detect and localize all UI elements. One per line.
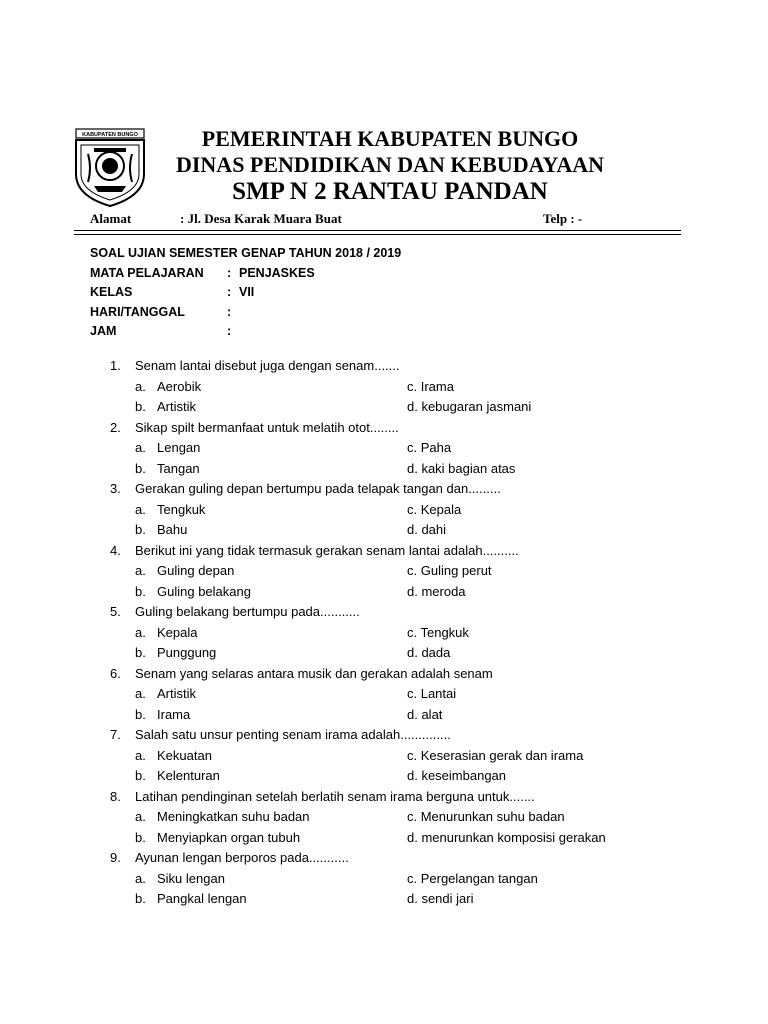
- info-value: PENJASKES: [239, 265, 315, 280]
- option-row: [110, 869, 710, 890]
- question-text: Gerakan guling depan bertumpu pada telapak tangan dan.........: [135, 481, 501, 496]
- option-c: c. Menurunkan suhu badan: [407, 809, 565, 824]
- question-line: [110, 664, 710, 685]
- option-row: [110, 766, 710, 787]
- option-a: Guling depan: [157, 563, 235, 578]
- option-b: Pangkal lengan: [157, 891, 247, 906]
- option-d: d. kaki bagian atas: [407, 460, 516, 476]
- question-text: Guling belakang bertumpu pada...........: [135, 604, 360, 619]
- option-d: d. dahi: [407, 522, 447, 537]
- question-number: 9.: [110, 850, 121, 865]
- option-row: [110, 684, 710, 705]
- option-d: d. keseimbangan: [407, 768, 507, 783]
- option-row: [110, 397, 710, 418]
- option-letter: a.: [135, 440, 146, 455]
- option-c: c. Irama: [407, 378, 454, 394]
- option-letter: a.: [135, 809, 146, 824]
- option-letter: b.: [135, 645, 146, 660]
- option-row: [110, 643, 710, 664]
- header-school-name: SMP N 2 RANTAU PANDAN: [232, 178, 548, 205]
- option-row: [110, 623, 710, 644]
- option-letter: b.: [135, 399, 146, 414]
- option-a: Artistik: [157, 686, 196, 701]
- option-c: c. Paha: [407, 440, 452, 455]
- question-text: Senam yang selaras antara musik dan gerakan adalah senam: [135, 665, 493, 681]
- info-separator: :: [227, 304, 232, 319]
- option-c: c. Tengkuk: [407, 624, 469, 640]
- question-line: [110, 602, 710, 623]
- header-divider: [74, 230, 681, 231]
- exam-title-text: SOAL UJIAN SEMESTER GENAP TAHUN 2018 / 2019: [90, 246, 402, 260]
- option-row: [110, 500, 710, 521]
- question-text: Ayunan lengan berporos pada...........: [135, 850, 349, 865]
- info-separator: :: [227, 285, 232, 299]
- option-a: Meningkatkan suhu badan: [157, 809, 310, 824]
- option-a: Kekuatan: [157, 747, 212, 763]
- option-row: [110, 520, 710, 541]
- option-a: Kepala: [157, 624, 198, 640]
- address-value: : Jl. Desa Karak Muara Buat: [180, 211, 342, 226]
- option-row: [110, 561, 710, 582]
- question-number: 6.: [110, 665, 121, 681]
- question-number: 3.: [110, 481, 121, 496]
- info-label: HARI/TANGGAL: [90, 304, 185, 319]
- question-number: 7.: [110, 727, 121, 742]
- option-letter: a.: [135, 563, 146, 578]
- question-line: [110, 848, 710, 869]
- question-text: Sikap spilt bermanfaat untuk melatih otot........: [135, 419, 399, 435]
- regency-crest-icon: [72, 128, 148, 208]
- option-letter: a.: [135, 686, 146, 701]
- option-row: [110, 582, 710, 603]
- info-label: JAM: [90, 324, 117, 338]
- question-line: [110, 418, 710, 439]
- option-row: [110, 828, 710, 849]
- question-line: [110, 356, 710, 377]
- question-item: [110, 356, 710, 418]
- option-d: d. meroda: [407, 583, 466, 599]
- option-d: d. menurunkan komposisi gerakan: [407, 829, 606, 845]
- option-c: c. Keserasian gerak dan irama: [407, 747, 584, 763]
- question-line: [110, 479, 710, 500]
- option-b: Menyiapkan organ tubuh: [157, 829, 301, 845]
- option-row: [110, 889, 710, 910]
- header-divider-thin: [74, 234, 681, 235]
- option-letter: b.: [135, 583, 146, 599]
- address-label: Alamat: [90, 211, 132, 226]
- info-value: VII: [239, 285, 255, 299]
- question-item: [110, 602, 710, 664]
- option-a: Lengan: [157, 440, 201, 455]
- option-b: Irama: [157, 706, 191, 722]
- question-number: 5.: [110, 604, 121, 619]
- option-letter: b.: [135, 460, 146, 476]
- question-item: [110, 479, 710, 541]
- regency-logo: [72, 128, 148, 208]
- option-letter: b.: [135, 768, 146, 783]
- option-row: [110, 438, 710, 459]
- option-row: [110, 807, 710, 828]
- option-row: [110, 705, 710, 726]
- info-separator: :: [227, 265, 232, 280]
- question-line: [110, 725, 710, 746]
- svg-text:KABUPATEN BUNGO: KABUPATEN BUNGO: [82, 132, 138, 138]
- option-row: [110, 746, 710, 767]
- option-c: c. Pergelangan tangan: [407, 870, 538, 886]
- option-b: Punggung: [157, 645, 217, 660]
- option-letter: b.: [135, 706, 146, 722]
- option-d: d. dada: [407, 645, 451, 660]
- option-c: c. Guling perut: [407, 563, 492, 578]
- question-text: Salah satu unsur penting senam irama adalah..............: [135, 727, 451, 742]
- option-d: d. sendi jari: [407, 891, 474, 906]
- info-label: MATA PELAJARAN: [90, 265, 204, 280]
- option-a: Tengkuk: [157, 501, 206, 517]
- question-text: Senam lantai disebut juga dengan senam.......: [135, 358, 400, 373]
- question-list: [110, 356, 710, 910]
- question-item: [110, 664, 710, 726]
- question-item: [110, 787, 710, 849]
- question-number: 8.: [110, 788, 121, 804]
- option-b: Bahu: [157, 522, 188, 537]
- header-department: DINAS PENDIDIKAN DAN KEBUDAYAAN: [175, 152, 605, 177]
- question-number: 2.: [110, 419, 121, 435]
- question-item: [110, 541, 710, 603]
- option-letter: b.: [135, 522, 146, 537]
- option-row: [110, 459, 710, 480]
- info-separator: :: [227, 324, 232, 338]
- question-text: Berikut ini yang tidak termasuk gerakan senam lantai adalah..........: [135, 542, 519, 558]
- phone-number: Telp : -: [543, 211, 583, 226]
- question-number: 1.: [110, 358, 121, 373]
- option-d: d. alat: [407, 706, 443, 722]
- question-item: [110, 725, 710, 787]
- option-letter: a.: [135, 624, 146, 640]
- option-row: [110, 377, 710, 398]
- question-text: Latihan pendinginan setelah berlatih senam irama berguna untuk.......: [135, 788, 535, 804]
- option-a: Siku lengan: [157, 870, 225, 886]
- question-item: [110, 848, 710, 910]
- option-letter: b.: [135, 891, 146, 906]
- option-letter: a.: [135, 747, 146, 763]
- question-number: 4.: [110, 542, 121, 558]
- option-b: Tangan: [157, 460, 200, 476]
- option-c: c. Lantai: [407, 686, 457, 701]
- option-b: Kelenturan: [157, 768, 220, 783]
- option-letter: a.: [135, 501, 146, 517]
- option-c: c. Kepala: [407, 501, 462, 517]
- option-letter: a.: [135, 378, 146, 394]
- option-letter: a.: [135, 870, 146, 886]
- question-line: [110, 787, 710, 808]
- info-label: KELAS: [90, 285, 133, 299]
- question-line: [110, 541, 710, 562]
- option-d: d. kebugaran jasmani: [407, 399, 532, 414]
- header-government: PEMERINTAH KABUPATEN BUNGO: [201, 126, 579, 151]
- option-letter: b.: [135, 829, 146, 845]
- question-item: [110, 418, 710, 480]
- option-a: Aerobik: [157, 378, 202, 394]
- option-b: Artistik: [157, 399, 196, 414]
- option-b: Guling belakang: [157, 583, 251, 599]
